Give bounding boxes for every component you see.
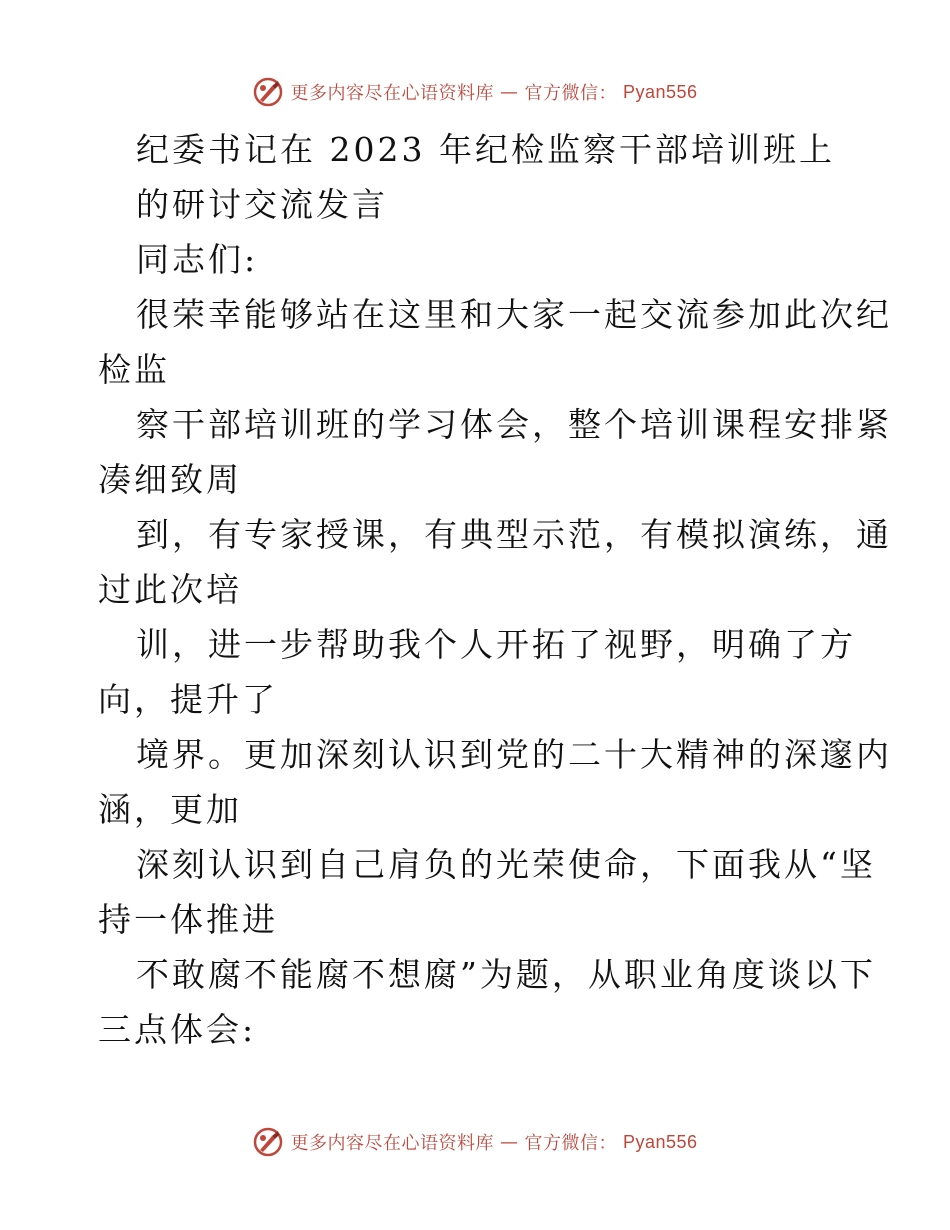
- watermark-contact-label: 官方微信：: [524, 83, 617, 104]
- paragraph-line: 很荣幸能够站在这里和大家一起交流参加此次纪: [136, 295, 892, 334]
- watermark-main-text: 更多内容尽在心语资料库: [290, 1133, 494, 1154]
- red-quill-logo-icon: [252, 1126, 284, 1158]
- paragraph-line: 训，进一步帮助我个人开拓了视野，明确了方: [136, 625, 856, 664]
- footer-watermark: [0, 1126, 950, 1158]
- paragraph-line: 境界。更加深刻认识到党的二十大精神的深邃内: [136, 735, 892, 774]
- paragraph-line: 不敢腐不能腐不想腐”为题，从职业角度谈以下: [136, 955, 876, 994]
- paragraph-line: 持一体推进: [98, 900, 278, 939]
- watermark-main-text: 更多内容尽在心语资料库: [290, 83, 494, 104]
- watermark-contact-id: Pyan556: [622, 1131, 698, 1152]
- salutation: 同志们:: [136, 240, 259, 279]
- watermark-separator: —: [499, 81, 519, 103]
- paragraph-line: 凑细致周: [98, 460, 242, 499]
- title-line-2: 的研讨交流发言: [136, 185, 388, 224]
- red-quill-logo-icon: [252, 76, 284, 108]
- paragraph-line: 向，提升了: [98, 680, 278, 719]
- paragraph-line: 检监: [98, 350, 170, 389]
- paragraph-line: 三点体会:: [98, 1010, 257, 1049]
- title-line-1: 纪委书记在 2023 年纪检监察干部培训班上: [136, 130, 835, 169]
- watermark-separator: —: [499, 1131, 519, 1153]
- paragraph-line: 涵，更加: [98, 790, 242, 829]
- paragraph-line: 察干部培训班的学习体会，整个培训课程安排紧: [136, 405, 892, 444]
- header-watermark: [0, 76, 950, 108]
- paragraph-line: 到，有专家授课，有典型示范，有模拟演练，通: [136, 515, 892, 554]
- paragraph-line: 过此次培: [98, 570, 242, 609]
- watermark-contact-label: 官方微信：: [524, 1133, 617, 1154]
- document-body: [98, 122, 892, 1057]
- watermark-contact-id: Pyan556: [622, 81, 698, 102]
- paragraph-line: 深刻认识到自己肩负的光荣使命，下面我从“坚: [136, 845, 876, 884]
